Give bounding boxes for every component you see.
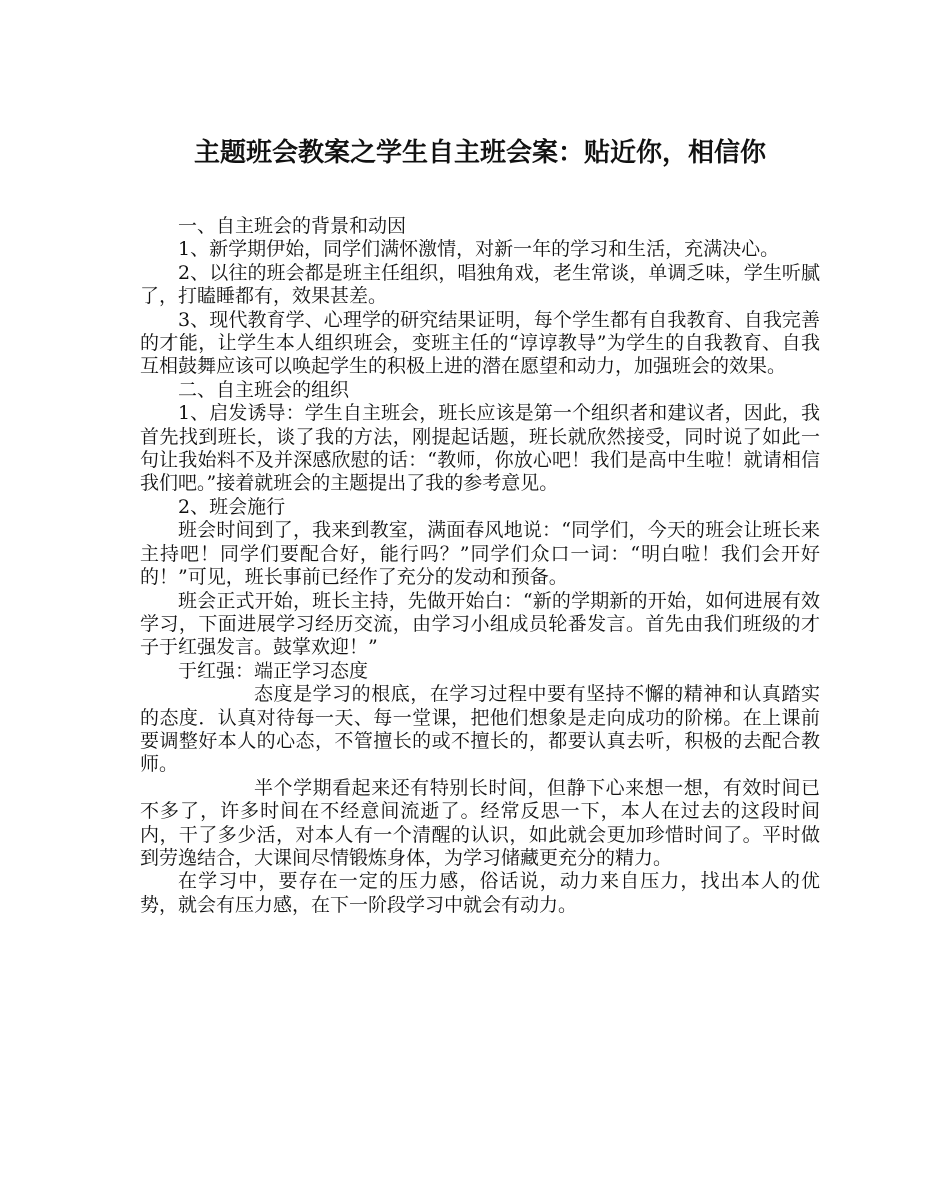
section-heading-organization: 二、自主班会的组织 [178, 378, 350, 401]
section-heading-background: 一、自主班会的背景和动因 [178, 215, 407, 237]
subheading-implementation: 2、班会施行 [178, 495, 286, 518]
paragraph-time: 半个学期看起来还有特别长时间，但静下心来想一想，有效时间已不多了，许多时间在不经意间流逝了。经常反思一下，本人在过去的这段时间内，干了多少活，对本人有一个清醒的认识，如此就会更加珍惜时间了。平时做到劳逸结合，大课间尽情锻炼身体，为学习储藏更充分的精力。 [140, 776, 820, 869]
document-title: 主题班会教案之学生自主班会案：贴近你，相信你 [193, 138, 766, 168]
paragraph-attitude: 态度是学习的根底，在学习过程中要有坚持不懈的精神和认真踏实的态度．认真对待每一天、每一堂课，把他们想象是走向成功的阶梯。在上课前要调整好本人的心态，不管擅长的或不擅长的，都要认真去听，积极的去配合教师。 [140, 683, 820, 776]
paragraph-background-2: 2、以往的班会都是班主任组织，唱独角戏，老生常谈，单调乏味，学生听腻了，打瞌睡都有，效果甚差。 [140, 261, 820, 308]
document-page [140, 133, 820, 917]
paragraph-guidance: 1、启发诱导：学生自主班会，班长应该是第一个组织者和建议者，因此，我首先找到班长，谈了我的方法，刚提起话题，班长就欣然接受，同时说了如此一句让我始料不及并深感欣慰的话：“教师，你放心吧！我们是高中生啦！就请相信我们吧。”接着就班会的主题提出了我的参考意见。 [140, 402, 820, 495]
paragraph-background-1: 1、新学期伊始，同学们满怀激情，对新一年的学习和生活，充满决心。 [178, 238, 780, 261]
paragraph-background-3: 3、现代教育学、心理学的研究结果证明，每个学生都有自我教育、自我完善的才能，让学生本人组织班会，变班主任的“谆谆教导”为学生的自我教育、自我互相鼓舞应该可以唤起学生的积极上进的潜在愿望和动力，加强班会的效果。 [140, 308, 820, 378]
speaker-heading: 于红强：端正学习态度 [178, 659, 369, 682]
document-body [140, 215, 820, 917]
paragraph-meeting-start: 班会时间到了，我来到教室，满面春风地说：“同学们，今天的班会让班长来主持吧！同学们要配合好，能行吗？”同学们众口一词：“明白啦！我们会开好的！”可见，班长事前已经作了充分的发动和预备。 [140, 519, 820, 589]
paragraph-pressure: 在学习中，要存在一定的压力感，俗话说，动力来自压力，找出本人的优势，就会有压力感，在下一阶段学习中就会有动力。 [140, 870, 820, 916]
paragraph-monitor-opening: 班会正式开始，班长主持，先做开始白：“新的学期新的开始，如何进展有效学习，下面进展学习经历交流，由学习小组成员轮番发言。首先由我们班级的才子于红强发言。鼓掌欢迎！” [140, 589, 820, 659]
